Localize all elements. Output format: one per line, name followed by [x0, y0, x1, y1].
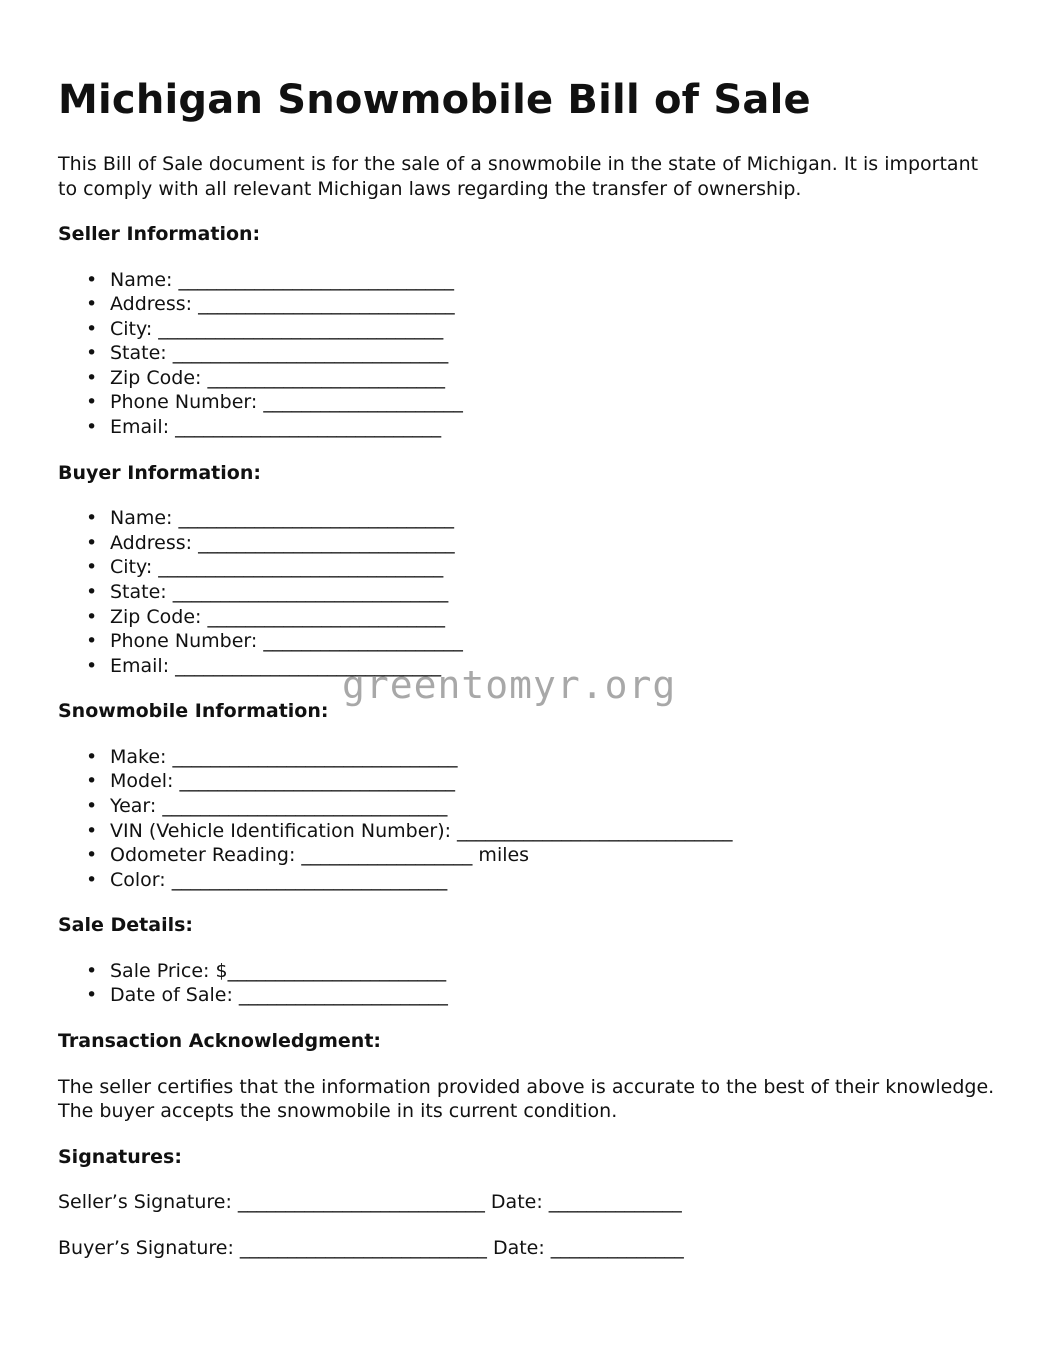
- buyer-signature-line: Buyer’s Signature: __________________________ Date: ______________: [58, 1236, 684, 1259]
- seller-name-field: • Name: _____________________________: [58, 268, 998, 293]
- buyer-name-field: • Name: _____________________________: [58, 506, 998, 531]
- buyer-email-field: • Email: ____________________________: [58, 654, 998, 679]
- snowmobile-vin-field: • VIN (Vehicle Identification Number): _____________________________: [58, 819, 998, 844]
- snowmobile-make-field: • Make: ______________________________: [58, 745, 998, 770]
- snowmobile-model-field: • Model: _____________________________: [58, 769, 998, 794]
- seller-zip-field: • Zip Code: _________________________: [58, 366, 998, 391]
- seller-list: [58, 268, 998, 440]
- buyer-city-field: • City: ______________________________: [58, 555, 998, 580]
- sale-date-field: • Date of Sale: ______________________: [58, 983, 998, 1008]
- acknowledgment-heading: Transaction Acknowledgment:: [58, 1030, 381, 1053]
- snowmobile-heading: Snowmobile Information:: [58, 700, 329, 723]
- seller-address-field: • Address: ___________________________: [58, 292, 998, 317]
- seller-signature-line: Seller’s Signature: __________________________ Date: ______________: [58, 1191, 682, 1214]
- seller-heading: Seller Information:: [58, 223, 261, 245]
- seller-state-field: • State: _____________________________: [58, 341, 998, 366]
- sale-heading: Sale Details:: [58, 914, 194, 937]
- seller-email-field: • Email: ____________________________: [58, 415, 998, 440]
- sale-list: [58, 959, 998, 1008]
- seller-phone-field: • Phone Number: _____________________: [58, 390, 998, 415]
- snowmobile-list: [58, 745, 998, 893]
- acknowledgment-text: The seller certifies that the information provided above is accurate to the best of their knowledge. The buyer accepts the snowmobile in its current condition.: [58, 1075, 995, 1123]
- seller-city-field: • City: ______________________________: [58, 317, 998, 342]
- signatures-heading: Signatures:: [58, 1145, 182, 1168]
- buyer-zip-field: • Zip Code: _________________________: [58, 605, 998, 630]
- buyer-heading: Buyer Information:: [58, 461, 261, 484]
- snowmobile-year-field: • Year: ______________________________: [58, 794, 998, 819]
- document-page: [58, 72, 998, 1281]
- snowmobile-color-field: • Color: _____________________________: [58, 868, 998, 893]
- watermark: greentomyr.org: [342, 663, 677, 707]
- intro-paragraph: This Bill of Sale document is for the sale of a snowmobile in the state of Michigan. It is important to comply with all relevant Michigan laws regarding the transfer of ownership.: [58, 153, 979, 200]
- sale-price-field: • Sale Price: $_______________________: [58, 959, 998, 984]
- buyer-address-field: • Address: ___________________________: [58, 531, 998, 556]
- snowmobile-odometer-field: • Odometer Reading: __________________ miles: [58, 843, 998, 868]
- buyer-list: [58, 506, 998, 678]
- buyer-state-field: • State: _____________________________: [58, 580, 998, 605]
- buyer-phone-field: • Phone Number: _____________________: [58, 629, 998, 654]
- page-title: Michigan Snowmobile Bill of Sale: [58, 77, 811, 123]
